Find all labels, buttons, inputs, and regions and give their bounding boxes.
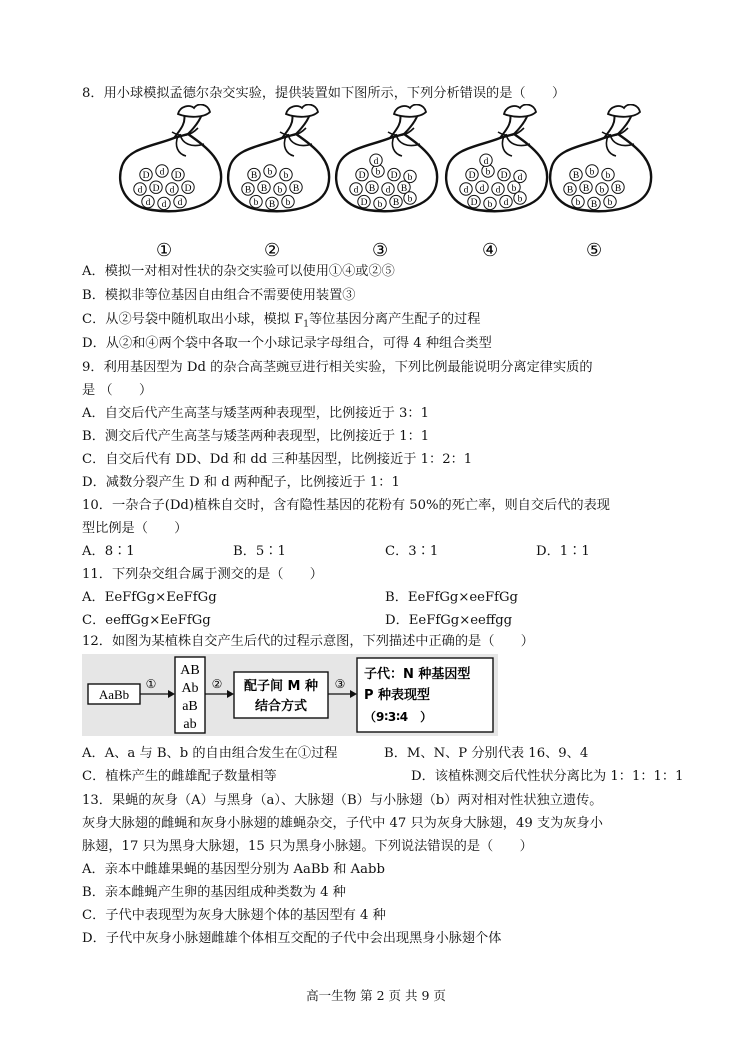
offspring-phenotypes: P 种表现型 [364, 688, 431, 703]
ball-letter: b [267, 167, 273, 178]
ball-letter: b [605, 171, 611, 182]
ball-letter: D [184, 183, 192, 194]
ball-letter: D [174, 171, 182, 182]
q8-option-b: B．模拟非等位基因自由组合不需要使用装置③ [82, 288, 356, 303]
ball-letter: b [253, 198, 259, 209]
ball-letter: b [511, 183, 517, 194]
ball-letter: b [517, 194, 523, 205]
ball-letter: d [137, 185, 143, 196]
q11-option-c: C．eeffGg×EeFfGg [82, 613, 211, 628]
q11-option-a: A．EeFfGg×EeFfGg [82, 590, 217, 605]
q12-option-d: D．该植株测交后代性状分离比为 1：1：1：1 [411, 769, 684, 784]
gamete: ab [183, 717, 197, 732]
q13-stem-line2: 灰身大脉翅的雌蝇和灰身小脉翅的雄蝇杂交，子代中 47 只为灰身大脉翅，49 支为灰身小 [82, 816, 603, 831]
parent-genotype: AaBb [98, 687, 130, 702]
ball-letter: b [607, 198, 613, 209]
q9-option-d: D．减数分裂产生 D 和 d 两种配子，比例接近于 1：1 [82, 475, 400, 490]
q12-option-b: B．M、N、P 分别代表 16、9、4 [384, 746, 589, 761]
ball-letter: b [589, 167, 595, 178]
step-3-label: ③ [334, 677, 346, 691]
ball-letter: D [152, 183, 160, 194]
step-1-label: ① [145, 677, 157, 691]
ball-letter: d [353, 185, 359, 196]
bag-number: ① [155, 240, 173, 261]
q13-option-a: A．亲本中雌雄果蝇的基因型分别为 AaBb 和 Aabb [82, 862, 385, 877]
q8-stem: 8．用小球模拟孟德尔杂交实验，提供装置如下图所示，下列分析错误的是（ ） [82, 86, 566, 101]
ball-letter: D [360, 198, 368, 209]
ball-letter: B [292, 183, 300, 194]
ball-letter: D [470, 198, 478, 209]
ball-letter: d [169, 185, 175, 196]
ball-letter: d [495, 185, 501, 196]
q12-stem: 12．如图为某植株自交产生后代的过程示意图，下列描述中正确的是（ ） [82, 634, 534, 649]
ball-letter: B [392, 198, 400, 209]
q9-stem-line2: 是 （ ） [82, 383, 153, 398]
q8-option-d: D．从②和④两个袋中各取一个小球记录字母组合，可得 4 种组合类型 [82, 336, 492, 351]
gamete: aB [182, 699, 198, 714]
ball-bag [228, 105, 329, 261]
q12-option-a: A．A、a 与 B、b 的自由组合发生在①过程 [82, 746, 338, 761]
bag-number: ④ [481, 240, 499, 261]
ball-letter: b [407, 194, 413, 205]
q10-stem-line1: 10．一杂合子(Dd)植株自交时，含有隐性基因的花粉有 50%的死亡率，则自交后代的表现 [82, 498, 610, 513]
q13-stem-line1: 13．果蝇的灰身（A）与黑身（a）、大脉翅（B）与小脉翅（b）两对相对性状独立遗传。 [82, 793, 603, 808]
ball-letter: d [517, 173, 523, 183]
ball-letter: d [159, 167, 165, 178]
q8-option-a: A．模拟一对相对性状的杂交实验可以使用①④或②⑤ [82, 264, 395, 279]
q9-option-a: A．自交后代产生高茎与矮茎两种表现型，比例接近于 3：1 [82, 406, 429, 421]
ball-letter: B [614, 183, 622, 194]
ball-letter: D [358, 171, 366, 182]
ball-letter: b [283, 171, 289, 182]
ball-letter: d [161, 200, 167, 210]
ball-bag [446, 105, 547, 261]
bag-number: ⑤ [585, 240, 603, 261]
ball-letter: b [407, 173, 413, 183]
ball-letter: d [463, 185, 469, 196]
ball-letter: B [572, 171, 580, 182]
ball-letter: B [400, 183, 408, 194]
ball-bag [336, 105, 437, 261]
ball-letter: B [268, 200, 276, 210]
q10-option-c: C．3∶1 [385, 544, 439, 559]
ball-letter: D [500, 171, 508, 182]
q11-option-d: D．EeFfGg×eeffgg [385, 613, 513, 628]
q13-option-d: D．子代中灰身小脉翅雌雄个体相互交配的子代中会出现黑身小脉翅个体 [82, 931, 502, 946]
ball-letter: d [483, 156, 489, 167]
ball-letter: D [390, 171, 398, 182]
ball-letter: D [468, 171, 476, 182]
q13-stem-line3: 脉翅，17 只为黑身大脉翅，15 只为黑身小脉翅。下列说法错误的是（ ） [82, 839, 533, 854]
q9-option-b: B．测交后代产生高茎与矮茎两种表现型，比例接近于 1：1 [82, 429, 430, 444]
ball-bag [550, 105, 651, 261]
q12-option-c: C．植株产生的雌雄配子数量相等 [82, 769, 277, 784]
ball-letter: b [277, 185, 283, 196]
gamete: Ab [181, 681, 199, 696]
q10-stem-line2: 型比例是（ ） [82, 521, 188, 536]
ball-bag [120, 105, 221, 261]
ball-letter: B [260, 183, 268, 194]
q13-option-b: B．亲本雌蝇产生卵的基因组成种类数为 4 种 [82, 885, 346, 900]
q10-option-d: D．1∶1 [536, 544, 590, 559]
gamete: AB [180, 663, 200, 678]
bag-number: ③ [371, 240, 389, 261]
ball-letter: B [250, 171, 258, 182]
ball-letter: d [503, 198, 509, 209]
ball-letter: b [285, 198, 291, 209]
ball-letter: b [487, 200, 493, 210]
ball-letter: b [485, 167, 491, 178]
q10-option-b: B．5∶1 [233, 544, 286, 559]
q9-option-c: C．自交后代有 DD、Dd 和 dd 三种基因型，比例接近于 1：2：1 [82, 452, 473, 467]
ball-letter: b [575, 198, 581, 209]
ball-letter: B [582, 183, 590, 194]
offspring-genotypes: 子代：N 种基因型 [364, 667, 471, 682]
ball-letter: B [590, 200, 598, 210]
ball-letter: d [373, 156, 379, 167]
page-footer: 高一生物 第 2 页 共 9 页 [306, 988, 446, 1003]
ball-letter: b [375, 167, 381, 178]
ball-letter: b [599, 185, 605, 196]
q8-option-c: C．从②号袋中随机取出小球，模拟 $F_1$等位基因分离产生配子的过程 [82, 312, 481, 330]
ball-letter: D [142, 171, 150, 182]
q8-bag-figure [0, 104, 752, 264]
ball-letter: B [566, 185, 574, 196]
combination-line1: 配子间 M 种 [244, 679, 318, 694]
ball-letter: B [244, 185, 252, 196]
ball-letter: B [368, 183, 376, 194]
ball-letter: b [377, 200, 383, 210]
q11-option-b: B．EeFfGg×eeFfGg [385, 590, 518, 605]
q13-option-c: C．子代中表现型为灰身大脉翅个体的基因型有 4 种 [82, 908, 386, 923]
ball-letter: d [385, 185, 391, 196]
q12-flow-diagram [82, 654, 498, 736]
q9-stem-line1: 9．利用基因型为 Dd 的杂合高茎豌豆进行相关实验，下列比例最能说明分离定律实质的 [82, 360, 593, 375]
step-2-label: ② [211, 677, 223, 691]
ball-letter: d [177, 198, 183, 209]
combination-line2: 结合方式 [254, 699, 308, 714]
phenotype-ratio: （9∶3∶4 ） [364, 710, 433, 724]
ball-letter: d [479, 183, 485, 194]
bag-number: ② [263, 240, 281, 261]
q11-stem: 11．下列杂交组合属于测交的是（ ） [82, 567, 323, 582]
q10-option-a: A．8∶1 [82, 544, 135, 559]
ball-letter: d [145, 198, 151, 209]
